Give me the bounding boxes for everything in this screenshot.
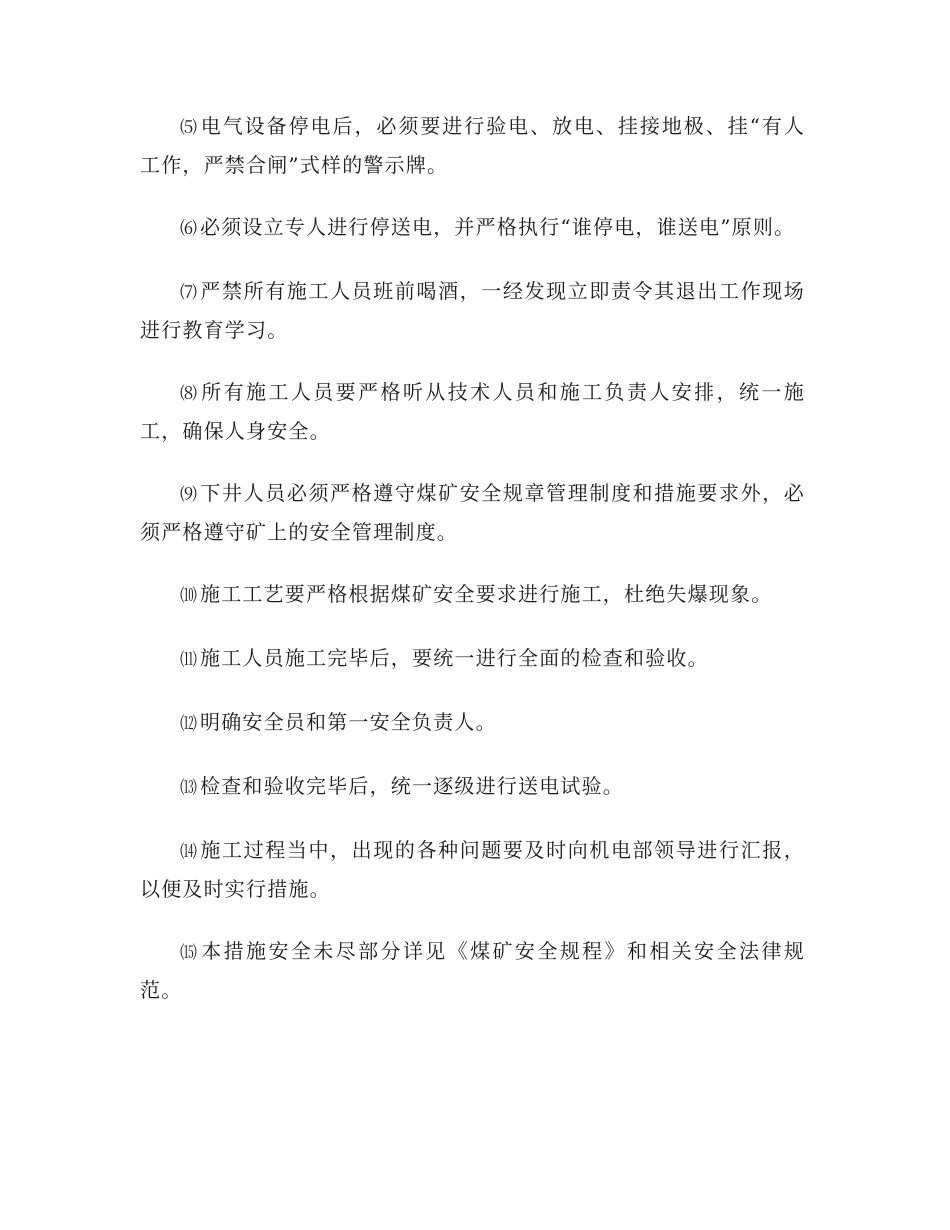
- paragraph-item-10: [140, 576, 805, 615]
- item-number: ⑸: [180, 118, 198, 138]
- item-text: 施工过程当中，出现的各种问题要及时向机电部领导进行汇报，以便及时实行措施。: [140, 838, 806, 901]
- item-number: ⑻: [180, 384, 199, 404]
- item-text: 严禁所有施工人员班前喝酒，一经发现立即责令其退出工作现场进行教育学习。: [140, 279, 806, 342]
- item-number: ⑾: [180, 650, 197, 670]
- paragraph-item-9: [140, 475, 805, 551]
- item-text: 检查和验收完毕后，统一逐级进行送电试验。: [200, 774, 624, 798]
- item-text: 下井人员必须严格遵守煤矿安全规章管理制度和措施要求外，必须严格遵守矿上的安全管理制度。: [140, 481, 806, 544]
- item-number: ⑿: [180, 714, 197, 734]
- item-number: ⑺: [180, 283, 198, 303]
- paragraph-item-11: [140, 640, 805, 679]
- paragraph-item-14: [140, 832, 805, 908]
- paragraph-item-5: [140, 108, 805, 184]
- paragraph-item-13: [140, 768, 805, 807]
- paragraph-item-8: [140, 374, 805, 450]
- item-number: ⑽: [180, 586, 197, 606]
- item-number: ⑹: [180, 219, 197, 239]
- item-text: 施工人员施工完毕后，要统一进行全面的检查和验收。: [200, 646, 709, 670]
- item-text: 必须设立专人进行停送电，并严格执行“谁停电，谁送电”原则。: [200, 215, 796, 239]
- paragraph-item-15: [140, 933, 805, 1009]
- paragraph-item-12: [140, 704, 805, 743]
- item-text: 电气设备停电后，必须要进行验电、放电、挂接地极、挂“有人工作，严禁合闸”式样的警示牌。: [140, 114, 806, 177]
- paragraph-item-7: [140, 273, 805, 349]
- item-number: ⒂: [180, 943, 199, 963]
- item-text: 明确安全员和第一安全负责人。: [200, 710, 497, 734]
- paragraph-item-6: [140, 209, 805, 248]
- item-text: 本措施安全未尽部分详见《煤矿安全规程》和相关安全法律规范。: [140, 939, 806, 1002]
- item-text: 施工工艺要严格根据煤矿安全要求进行施工，杜绝失爆现象。: [200, 582, 773, 606]
- item-number: ⒀: [180, 778, 197, 798]
- document-body: [140, 108, 805, 1034]
- item-text: 所有施工人员要严格听从技术人员和施工负责人安排，统一施工，确保人身安全。: [140, 380, 806, 443]
- item-number: ⑼: [180, 485, 198, 505]
- item-number: ⒁: [180, 842, 198, 862]
